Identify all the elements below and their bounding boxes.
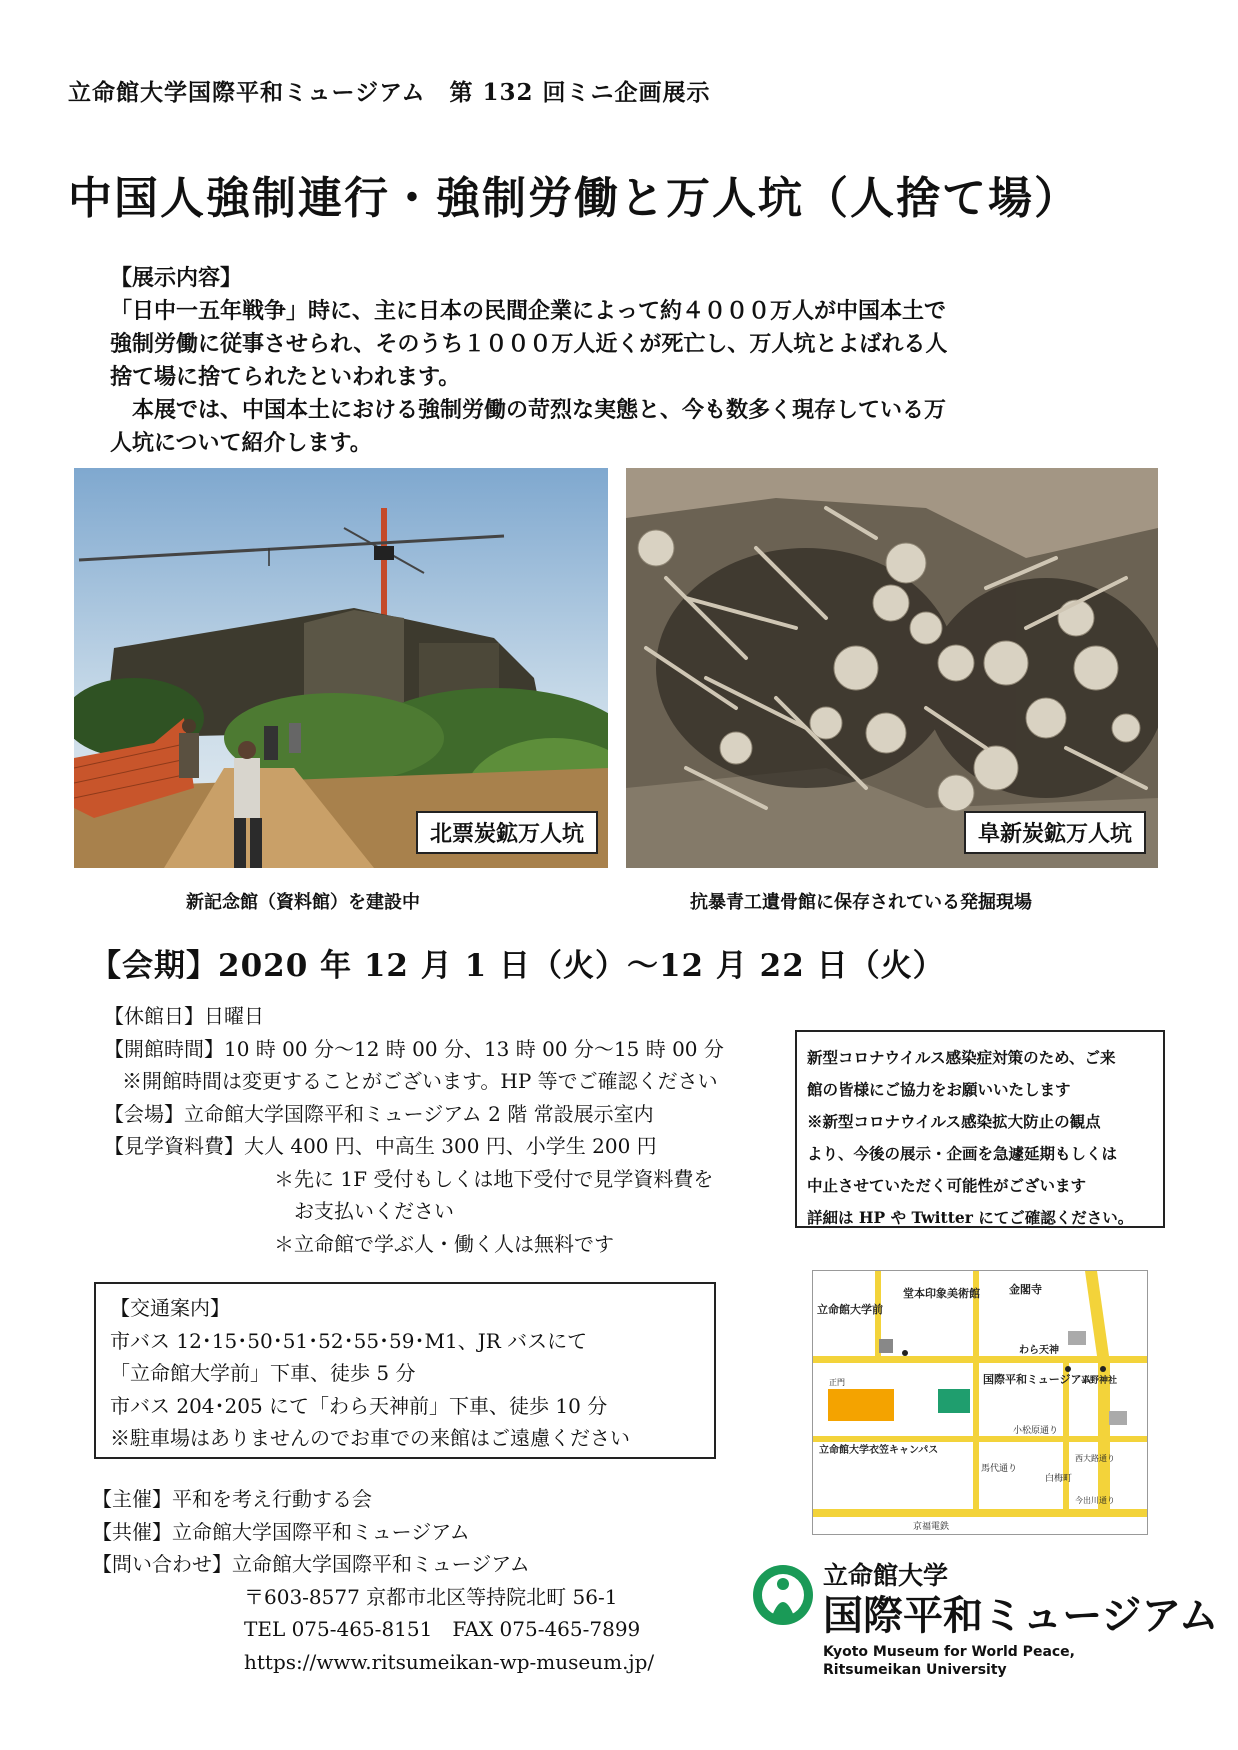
map-label-nishioji: 西大路通り	[1075, 1454, 1115, 1463]
intro-line: 「日中一五年戦争」時に、主に日本の民間企業によって約４０００万人が中国本土で	[110, 298, 947, 324]
address: 〒603-8577 京都市北区等持院北町 56-1	[244, 1584, 618, 1609]
fee-note: お支払いください	[294, 1199, 454, 1223]
access-heading: 【交通案内】	[110, 1296, 230, 1320]
access-map	[812, 1270, 1148, 1535]
admission-fee: 【見学資料費】大人 400 円、中高生 300 円、小学生 200 円	[104, 1134, 657, 1158]
logo-english-line: Ritsumeikan University	[823, 1662, 1007, 1678]
intro-section	[110, 262, 1110, 460]
map-label-domoto: 堂本印象美術館	[903, 1287, 980, 1300]
phone-fax: TEL 075-465-8151 FAX 075-465-7899	[244, 1617, 641, 1641]
intro-line: 捨て場に捨てられたといわれます。	[110, 364, 461, 390]
photo-label: 阜新炭鉱万人坑	[964, 811, 1146, 854]
map-label-hirano: 平野神社	[1081, 1376, 1118, 1386]
photo-beipiao	[74, 468, 608, 868]
covid-line: ※新型コロナウイルス感染拡大防止の観点	[807, 1112, 1101, 1131]
map-label-bamba: 馬代通り	[981, 1464, 1018, 1474]
access-line: 市バス 204･205 にて「わら天神前」下車、徒歩 10 分	[110, 1393, 608, 1418]
map-gate-label: 正門	[829, 1378, 845, 1387]
fee-note: ＊立命館で学ぶ人・働く人は無料です	[274, 1231, 614, 1256]
organizer-info	[92, 1483, 654, 1678]
logo-university-name: 立命館大学	[823, 1561, 949, 1590]
excavation-site-image	[626, 468, 1158, 868]
covid-notice	[795, 1030, 1165, 1228]
intro-line: 本展では、中国本土における強制労働の苛烈な実態と、今も数多く現存している万	[110, 397, 947, 423]
covid-line: 中止させていただく可能性がございます	[807, 1176, 1087, 1195]
visitor-info	[104, 1000, 724, 1260]
access-line: ※駐車場はありませんのでお車での来館はご遠慮ください	[110, 1426, 630, 1450]
photo-caption: 抗暴青工遺骨館に保存されている発掘現場	[690, 892, 1032, 913]
map-label-imadegawa: 今出川通り	[1075, 1496, 1115, 1505]
exhibition-header: 立命館大学国際平和ミュージアム 第 132 回ミニ企画展示	[68, 79, 711, 106]
map-label-univ-stop: 立命館大学前	[817, 1303, 883, 1316]
page-title: 中国人強制連行・強制労働と万人坑（人捨て場）	[68, 173, 1080, 224]
closed-days: 【休館日】日曜日	[104, 1004, 264, 1028]
map-label-keifuku: 京福電鉄	[913, 1522, 950, 1532]
access-line: 「立命館大学前」下車、徒歩 5 分	[110, 1361, 416, 1385]
map-label-museum: 国際平和ミュージアム	[983, 1373, 1092, 1386]
fee-note: ＊先に 1F 受付もしくは地下受付で見学資料費を	[274, 1166, 714, 1191]
intro-heading: 【展示内容】	[110, 265, 243, 291]
map-label-shirakumo: 白梅町	[1045, 1474, 1073, 1484]
covid-line: 詳細は HP や Twitter にてご確認ください。	[807, 1208, 1134, 1227]
map-label-wara: わら天神	[1019, 1345, 1059, 1356]
covid-line: 新型コロナウイルス感染症対策のため、ご来	[807, 1048, 1116, 1067]
access-info	[94, 1282, 716, 1459]
construction-site-image	[74, 468, 608, 868]
opening-hours: 【開館時間】10 時 00 分～12 時 00 分、13 時 00 分～15 時 00 分	[104, 1036, 724, 1061]
access-line: 市バス 12･15･50･51･52･55･59･M1、JR バスにて	[110, 1328, 588, 1353]
venue: 【会場】立命館大学国際平和ミュージアム 2 階 常設展示室内	[104, 1101, 654, 1126]
map-label-komatsubara: 小松原通り	[1013, 1426, 1059, 1436]
exhibition-period: 【会期】2020 年 12 月 1 日（火）～12 月 22 日（火）	[90, 948, 945, 984]
logo-museum-name: 国際平和ミュージアム	[823, 1593, 1219, 1639]
map-label-kinkakuji: 金閣寺	[1009, 1283, 1042, 1296]
photo-fuxin	[626, 468, 1158, 868]
photo-label: 北票炭鉱万人坑	[416, 811, 598, 854]
cohost: 【共催】立命館大学国際平和ミュージアム	[92, 1519, 470, 1544]
covid-line: 館の皆様にご協力をお願いいたします	[807, 1080, 1071, 1099]
host: 【主催】平和を考え行動する会	[92, 1487, 372, 1511]
covid-line: より、今後の展示・企画を急遽延期もしくは	[807, 1144, 1118, 1163]
intro-line: 強制労働に従事させられ、そのうち１０００万人近くが死亡し、万人坑とよばれる人	[110, 331, 948, 357]
contact: 【問い合わせ】立命館大学国際平和ミュージアム	[92, 1552, 530, 1576]
logo-english-line: Kyoto Museum for World Peace,	[823, 1644, 1075, 1660]
museum-logo-icon	[750, 1562, 816, 1628]
website-link[interactable]: https://www.ritsumeikan-wp-museum.jp/	[244, 1649, 655, 1674]
logo-english-name	[823, 1643, 1075, 1679]
map-drawing	[813, 1271, 1147, 1534]
intro-line: 人坑について紹介します。	[110, 430, 372, 456]
photo-caption: 新記念館（資料館）を建設中	[186, 892, 420, 913]
hours-note: ※開館時間は変更することがございます。HP 等でご確認ください	[122, 1069, 718, 1093]
map-label-campus: 立命館大学衣笠キャンパス	[819, 1445, 939, 1456]
